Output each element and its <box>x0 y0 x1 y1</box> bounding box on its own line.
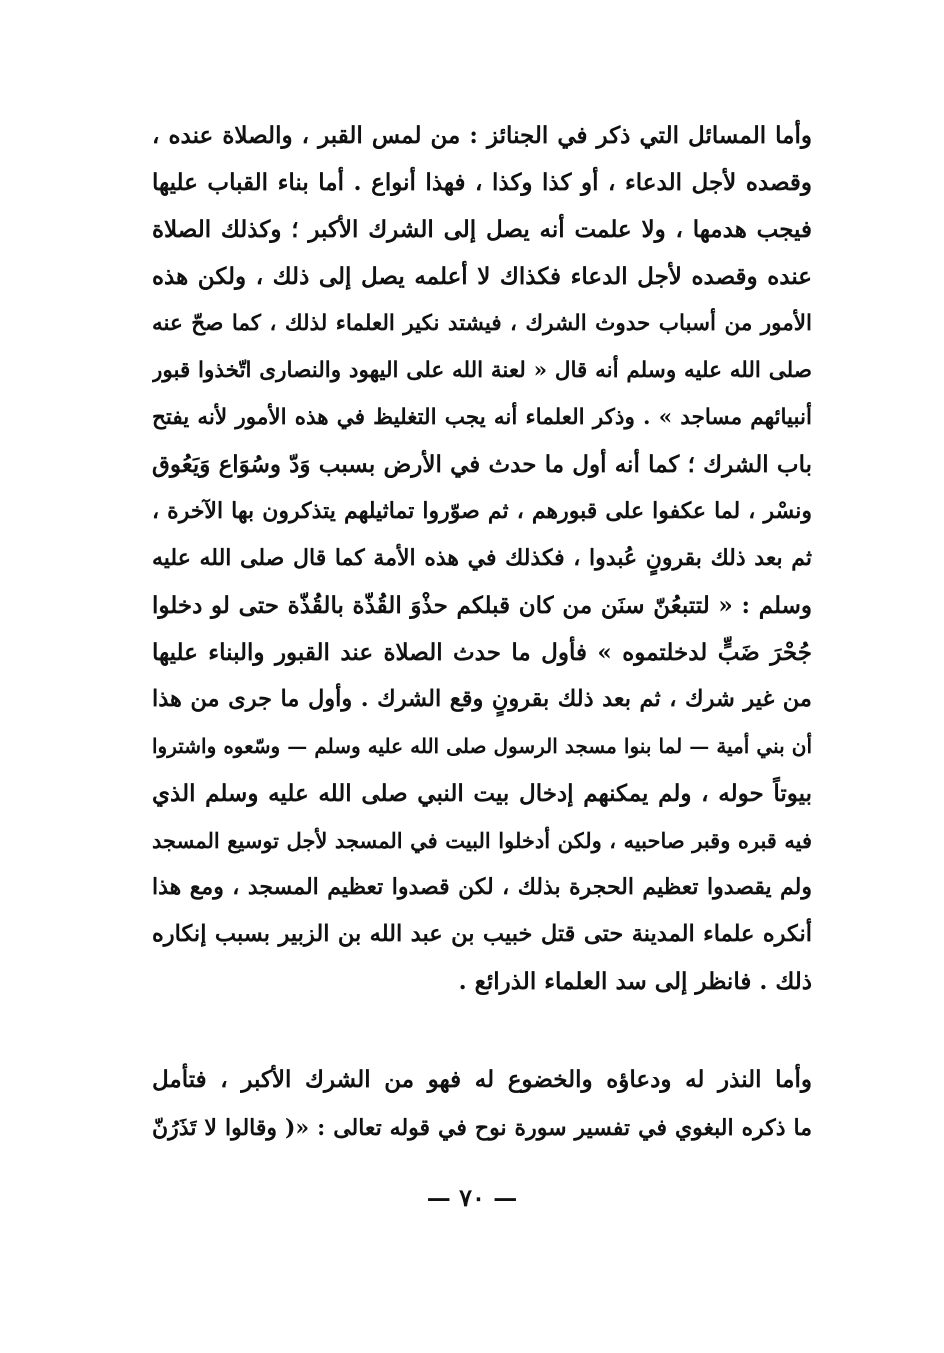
text-line: فيجب هدمها ، ولا علمت أنه يصل إلى الشرك الأكبر ؛ وكذلك الصلاة <box>152 216 812 243</box>
text-line: بيوتاً حوله ، ولم يمكنهم إدخال بيت النبي صلى الله عليه وسلم الذي <box>152 780 812 807</box>
text-line: فيه قبره وقبر صاحبيه ، ولكن أدخلوا البيت في المسجد لأجل توسيع المسجد <box>152 828 812 853</box>
text-line: ما ذكره البغوي في تفسير سورة نوح في قوله تعالى : «( وقالوا لا تَذَرُنّ <box>152 1115 812 1141</box>
paragraph-2 <box>152 1055 812 1153</box>
text-line: أن بني أمية — لما بنوا مسجد الرسول صلى الله عليه وسلم — وسّعوه واشتروا <box>152 734 812 758</box>
text-line: من غير شرك ، ثم بعد ذلك بقرونٍ وقع الشرك . وأول ما جرى من هذا <box>152 686 812 712</box>
text-line: الأمور من أسباب حدوث الشرك ، فيشتد نكير العلماء لذلك ، كما صحّ عنه <box>152 311 812 336</box>
text-line: ثم بعد ذلك بقرونٍ عُبدوا ، فكذلك في هذه الأمة كما قال صلى الله عليه <box>152 545 812 571</box>
text-line: وأما المسائل التي ذكر في الجنائز : من لمس القبر ، والصلاة عنده ، <box>152 122 812 149</box>
text-line: ولم يقصدوا تعظيم الحجرة بذلك ، لكن قصدوا تعظيم المسجد ، ومع هذا <box>152 874 812 900</box>
paragraph-1 <box>152 112 812 1005</box>
page-number: — ٧٠ — <box>426 1183 518 1212</box>
text-line: وسلم : « لتتبعُنّ سنَن من كان قبلكم حذْوَ القُذّة بالقُذّة حتى لو دخلوا <box>152 592 812 619</box>
text-line: وأما النذر له ودعاؤه والخضوع له فهو من الشرك الأكبر ، فتأمل <box>152 1066 812 1093</box>
text-line: صلى الله عليه وسلم أنه قال « لعنة الله على اليهود والنصارى اتّخذوا قبور <box>152 358 812 383</box>
text-line: باب الشرك ؛ كما أنه أول ما حدث في الأرض بسبب وَدّ وسُوَاع وَيَعُوق <box>152 451 812 478</box>
text-line: أنكره علماء المدينة حتى قتل خبيب بن عبد الله بن الزبير بسبب إنكاره <box>152 921 812 947</box>
text-line: أنبيائهم مساجد » . وذكر العلماء أنه يجب التغليظ في هذه الأمور لأنه يفتح <box>152 405 812 430</box>
text-line: وقصده لأجل الدعاء ، أو كذا وكذا ، فهذا أنواع . أما بناء القباب عليها <box>152 169 812 196</box>
text-line: عنده وقصده لأجل الدعاء فكذاك لا أعلمه يصل إلى ذلك ، ولكن هذه <box>152 263 812 290</box>
text-line: ونسْر ، لما عكفوا على قبورهم ، ثم صوّروا تماثيلهم يتذكرون بها الآخرة ، <box>152 498 812 524</box>
text-line: جُحْرَ ضَبٍّ لدخلتموه » فأول ما حدث الصلاة عند القبور والبناء عليها <box>152 639 812 666</box>
text-line: ذلك . فانظر إلى سد العلماء الذرائع . <box>458 968 812 995</box>
